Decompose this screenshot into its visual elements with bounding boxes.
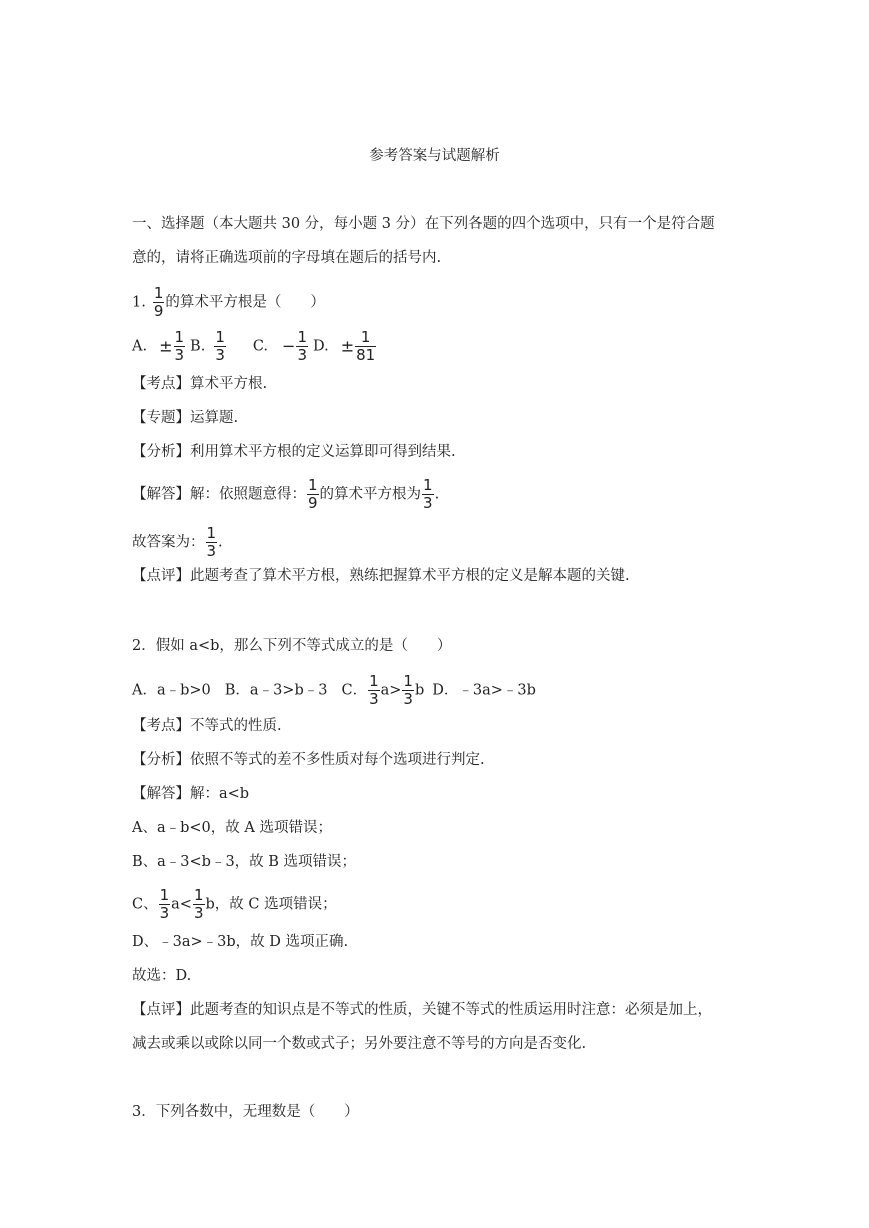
option-c-label: C． xyxy=(341,682,368,699)
option-c-label: C. xyxy=(252,338,269,355)
question-3-stem: 3．下列各数中，无理数是（ ） xyxy=(132,1104,359,1120)
q1-fenxi: 【分析】利用算术平方根的定义运算即可得到结果. xyxy=(132,444,456,460)
option-d-label: D. xyxy=(313,338,329,355)
question-number: 1. xyxy=(132,294,146,311)
q2-fenxi: 【分析】依照不等式的差不多性质对每个选项进行判定. xyxy=(132,752,485,768)
q1-answer: 故答案为： $\frac{1}{3}$ . xyxy=(132,524,223,560)
question-1-stem xyxy=(132,286,325,319)
fraction: $\frac{1}{3}$ xyxy=(423,476,433,512)
option-b-fraction: $\frac{1}{3}$ xyxy=(215,328,225,364)
fraction: $\frac{1}{3}$ xyxy=(403,672,413,708)
option-c-fraction: $\frac{1}{3}$ xyxy=(297,328,307,364)
option-d-fraction: $\frac{1}{81}$ xyxy=(356,328,376,364)
option-a: A．a﹣b>0 xyxy=(132,682,211,699)
question-2-options: A．a﹣b>0 B．a﹣3>b﹣3 C． $\frac{1}{3}$ a> $\frac{1}{3}$ b D．﹣3a>﹣3b xyxy=(132,672,536,708)
option-b-label: B. xyxy=(190,338,206,355)
option-a-fraction: $\frac{1}{3}$ xyxy=(174,328,185,364)
option-d: D．﹣3a>﹣3b xyxy=(432,682,536,699)
fraction: $\frac{1}{3}$ xyxy=(159,886,170,922)
q2-step-b: B、a﹣3<b﹣3，故 B 选项错误； xyxy=(132,854,357,870)
page-title: 参考答案与试题解析 xyxy=(369,148,500,164)
fraction: $\frac{1}{3}$ xyxy=(193,886,204,922)
option-a-label: A. xyxy=(132,338,148,355)
fraction: $\frac{1}{9}$ xyxy=(308,476,318,512)
q2-jieda: 【解答】解：a<b xyxy=(132,786,250,802)
section-heading-line1: 一、选择题（本大题共 30 分，每小题 3 分）在下列各题的四个选项中，只有一个是符合题 xyxy=(132,216,715,232)
question-text: 的算术平方根是（ ） xyxy=(165,294,325,311)
option-b: B．a﹣3>b﹣3 xyxy=(224,682,328,699)
q2-dianping-line2: 减去或乘以或除以同一个数或式子；另外要注意不等号的方向是否变化. xyxy=(132,1036,587,1052)
question-2-stem: 2．假如 a<b，那么下列不等式成立的是（ ） xyxy=(132,638,452,654)
q2-dianping-line1: 【点评】此题考查的知识点是不等式的性质，关键不等式的性质运用时注意：必须是加上， xyxy=(132,1002,712,1018)
q1-zhuanti: 【专题】运算题. xyxy=(132,410,239,426)
section-heading-line2: 意的，请将正确选项前的字母填在题后的括号内. xyxy=(132,250,442,266)
q2-step-c: C、 $\frac{1}{3}$ a< $\frac{1}{3}$ b，故 C 选项错误； xyxy=(132,886,337,922)
question-1-options: A. ± $\frac{1}{3}$ B. $\frac{1}{3}$ C. − $\frac{1}{3}$ D. ± $\frac{1}{81}$ xyxy=(132,328,376,364)
q1-jieda: 【解答】解：依照题意得： $\frac{1}{9}$ 的算术平方根为 $\frac{1}{3}$ . xyxy=(132,476,440,512)
q2-kaodian: 【考点】不等式的性质. xyxy=(132,718,282,734)
fraction: $\frac{1}{9}$ xyxy=(153,284,164,320)
q2-step-a: A、a﹣b<0，故 A 选项错误； xyxy=(132,820,332,836)
fraction: $\frac{1}{3}$ xyxy=(206,524,217,560)
fraction: $\frac{1}{3}$ xyxy=(369,672,379,708)
q1-kaodian: 【考点】算术平方根. xyxy=(132,376,268,392)
q1-dianping: 【点评】此题考查了算术平方根，熟练把握算术平方根的定义是解本题的关键. xyxy=(132,568,630,584)
q2-step-d: D、﹣3a>﹣3b，故 D 选项正确. xyxy=(132,934,349,950)
q2-choose: 故选：D. xyxy=(132,968,192,984)
